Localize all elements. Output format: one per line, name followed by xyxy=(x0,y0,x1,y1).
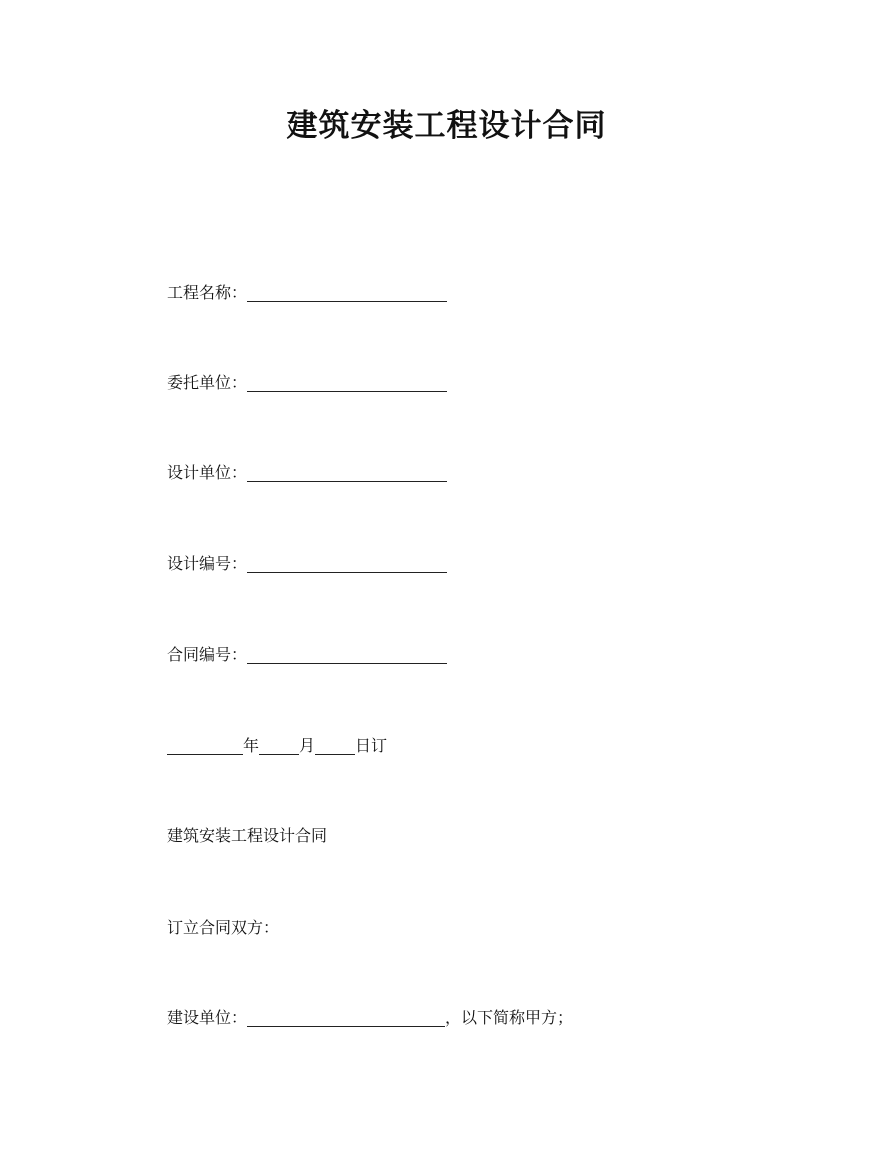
field-client-unit xyxy=(167,372,447,394)
field-label: 设计单位： xyxy=(167,463,248,482)
party-a-line xyxy=(167,1007,573,1029)
parties-heading: 订立合同双方： xyxy=(167,918,280,937)
field-contract-number xyxy=(167,644,447,666)
year-label: 年 xyxy=(243,736,260,755)
party-a-suffix: ，以下简称甲方； xyxy=(445,1008,574,1027)
field-design-unit xyxy=(167,462,447,484)
field-label: 合同编号： xyxy=(167,645,248,664)
year-blank xyxy=(167,737,243,755)
day-blank xyxy=(315,737,355,755)
contract-subtitle: 建筑安装工程设计合同 xyxy=(167,826,328,845)
field-label: 工程名称： xyxy=(167,283,248,302)
field-label: 委托单位： xyxy=(167,373,248,392)
fill-blank xyxy=(247,374,447,392)
document-title: 建筑安装工程设计合同 xyxy=(286,108,607,144)
month-blank xyxy=(259,737,299,755)
fill-blank xyxy=(247,284,447,302)
date-line xyxy=(167,735,387,757)
party-a-label: 建设单位： xyxy=(167,1008,248,1027)
fill-blank xyxy=(247,1009,445,1027)
fill-blank xyxy=(247,646,447,664)
day-label: 日订 xyxy=(355,736,388,755)
field-project-name xyxy=(167,282,447,304)
month-label: 月 xyxy=(299,736,316,755)
fill-blank xyxy=(247,464,447,482)
field-design-number xyxy=(167,553,447,575)
field-label: 设计编号： xyxy=(167,554,248,573)
fill-blank xyxy=(247,555,447,573)
